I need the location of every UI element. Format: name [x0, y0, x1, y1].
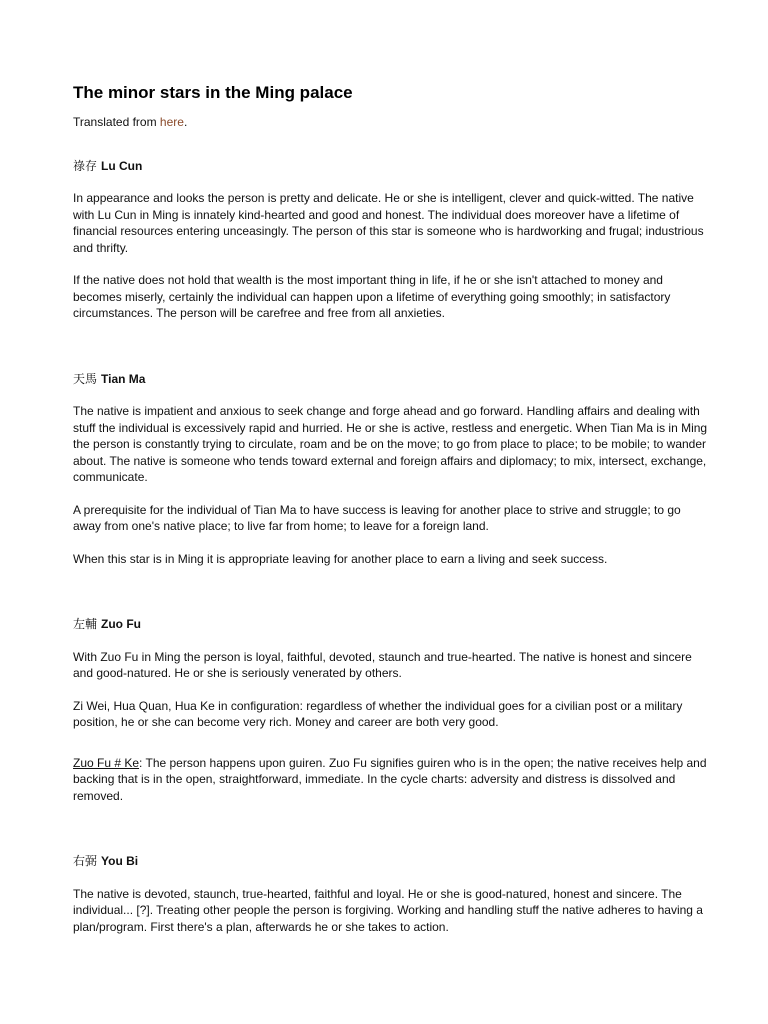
section-tian-ma	[73, 371, 708, 568]
section-heading-you-bi	[73, 853, 708, 870]
heading-name: Lu Cun	[101, 158, 143, 173]
heading-cjk: 天馬	[73, 371, 98, 386]
paragraph: If the native does not hold that wealth is the most important thing in life, if he or she isn't attached to money and becomes miserly, certainly the individual can happen upon a lifetime of everything going smoothly; in satisfactory circumstances. The person will be carefree and free from all anxieties.	[73, 273, 671, 320]
paragraph: In appearance and looks the person is pretty and delicate. He or she is intelligent, clever and quick-witted. The native with Lu Cun in Ming is innately kind-hearted and good and honest. The individual does moreover have a lifetime of financial resources entering unceasingly. The person of this star is someone who is hardworking and frugal; industrious and thrifty.	[73, 191, 704, 255]
heading-name: Zuo Fu	[101, 617, 141, 631]
page-title: The minor stars in the Ming palace	[73, 83, 353, 102]
section-zuo-fu	[73, 616, 708, 804]
section-heading-tian-ma	[73, 371, 708, 388]
section-lu-cun	[73, 158, 708, 322]
translation-note	[73, 114, 708, 131]
section-heading-zuo-fu	[73, 616, 708, 633]
paragraph: Zi Wei, Hua Quan, Hua Ke in configuration: regardless of whether the individual goes for a civilian post or a military position, he or she can become very rich. Money and career are both very good.	[73, 698, 683, 729]
heading-name: Tian Ma	[101, 371, 146, 386]
paragraph: The native is devoted, staunch, true-hearted, faithful and loyal. He or she is good-natured, honest and sincere. The individual... [?]. Treating other people the person is forgiving. Working and handling stuff the native adheres to having a plan/program. First there's a plan, afterwards he or she takes to action.	[73, 886, 703, 934]
section-heading-lu-cun	[73, 158, 708, 175]
translation-suffix: .	[183, 115, 188, 129]
paragraph: When this star is in Ming it is appropriate leaving for another place to earn a living and seek success.	[73, 551, 608, 566]
paragraph: With Zuo Fu in Ming the person is loyal, faithful, devoted, staunch and true-hearted. The native is honest and sincere and good-natured. He or she is seriously venerated by others.	[73, 649, 692, 680]
heading-cjk: 祿存	[73, 158, 98, 173]
heading-cjk: 右弼	[73, 854, 98, 868]
heading-cjk: 左輔	[73, 617, 98, 631]
source-link[interactable]: here	[159, 115, 184, 129]
paragraph	[73, 755, 708, 805]
paragraph: The native is impatient and anxious to seek change and forge ahead and go forward. Handling affairs and dealing with stuff the individual is excessively rapid and hurried. He or she is active, restless and energetic. When Tian Ma is in Ming the person is constantly trying to circulate, roam and be on the move; to go from place to place; to be mobile; to wander about. The native is someone who tends toward external and foreign affairs and diplomacy; to mix, intersect, exchange, communicate.	[73, 404, 708, 484]
paragraph-text: : The person happens upon guiren. Zuo Fu signifies guiren who is in the open; the native receives help and backing that is in the open, straightforward, immediate. In the cycle charts: adversity and distress is dissolved and removed.	[73, 755, 707, 803]
underlined-label: Zuo Fu # Ke	[73, 755, 140, 770]
heading-name: You Bi	[101, 854, 139, 868]
translation-prefix: Translated from	[73, 115, 160, 129]
paragraph: A prerequisite for the individual of Tian Ma to have success is leaving for another place to strive and struggle; to go away from one's native place; to live far from home; to leave for a foreign land.	[73, 502, 681, 533]
section-you-bi	[73, 853, 708, 935]
